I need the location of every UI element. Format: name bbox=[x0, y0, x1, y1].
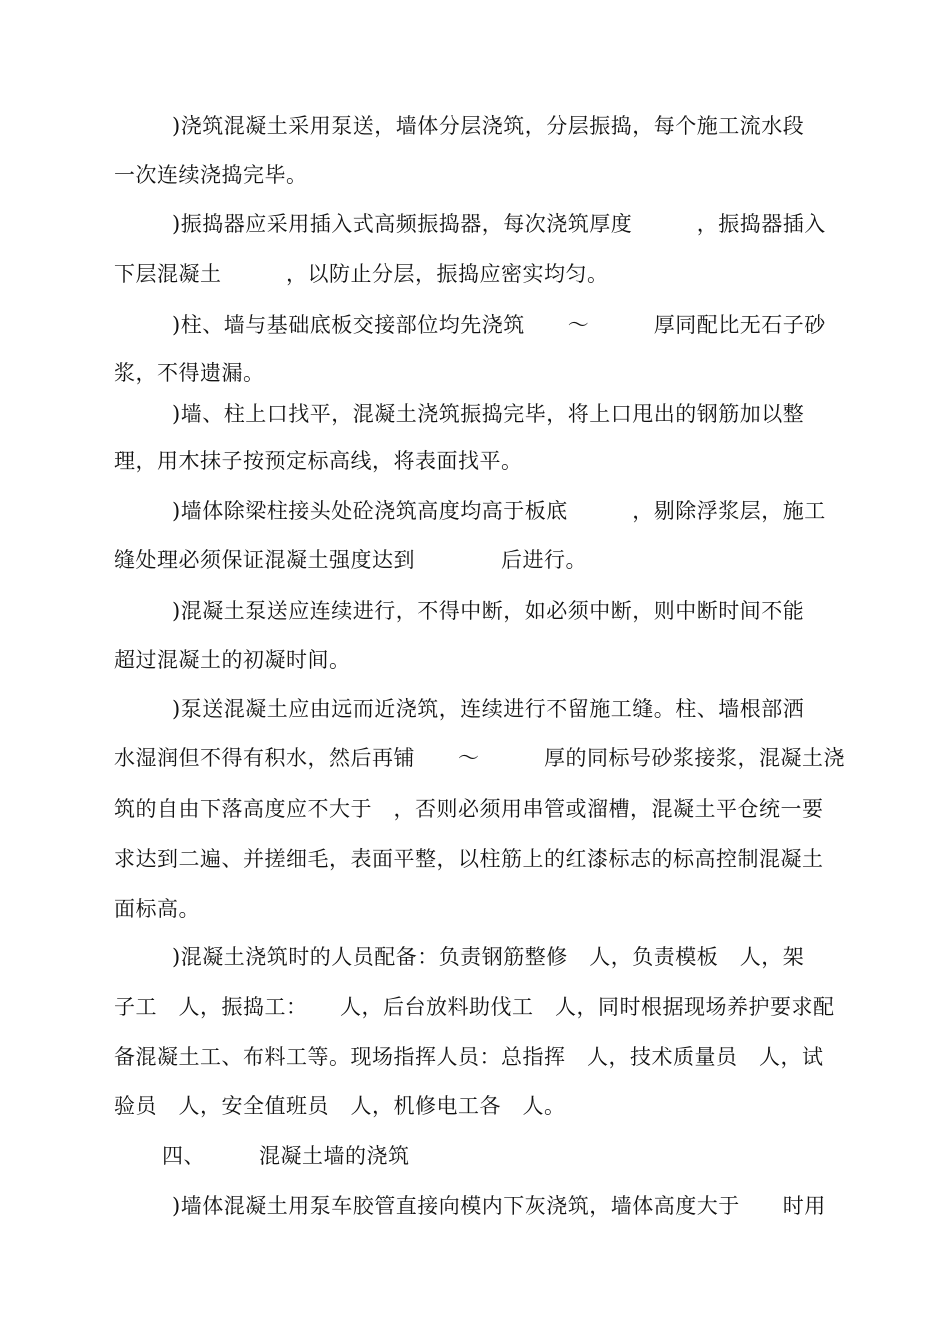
text-line: 验员 人，安全值班员 人，机修电工各 人。 bbox=[114, 1094, 566, 1118]
text-line: )柱、墙与基础底板交接部位均先浇筑 ～ 厚同配比无石子砂 bbox=[172, 313, 826, 337]
text-line: 下层混凝土 ，以防止分层，振捣应密实均匀。 bbox=[114, 262, 609, 286]
text-line: 面标高。 bbox=[114, 897, 200, 921]
text-line: )墙体混凝土用泵车胶管直接向模内下灰浇筑，墙体高度大于 时用 bbox=[172, 1194, 826, 1218]
text-line: 筑的自由下落高度应不大于 ，否则必须用串管或溜槽，混凝土平仓统一要 bbox=[114, 797, 824, 821]
text-line: 理，用木抹子按预定标高线，将表面找平。 bbox=[114, 449, 523, 473]
text-line: 超过混凝土的初凝时间。 bbox=[114, 648, 351, 672]
text-line: 求达到二遍、并搓细毛，表面平整，以柱筋上的红漆标志的标高控制混凝土 bbox=[114, 847, 824, 871]
text-line: 子工 人，振捣工： 人，后台放料助伐工 人，同时根据现场养护要求配 bbox=[114, 995, 835, 1019]
text-line: )混凝土泵送应连续进行，不得中断，如必须中断，则中断时间不能 bbox=[172, 599, 805, 623]
text-line: )墙体除梁柱接头处砼浇筑高度均高于板底 ，剔除浮浆层，施工 bbox=[172, 499, 826, 523]
text-line: )墙、柱上口找平，混凝土浇筑振捣完毕，将上口甩出的钢筋加以整 bbox=[172, 402, 805, 426]
text-line: 浆，不得遗漏。 bbox=[114, 361, 265, 385]
text-line: )泵送混凝土应由远而近浇筑，连续进行不留施工缝。柱、墙根部洒 bbox=[172, 697, 805, 721]
text-line: )浇筑混凝土采用泵送，墙体分层浇筑，分层振捣，每个施工流水段 bbox=[172, 114, 805, 138]
text-line: 备混凝土工、布料工等。现场指挥人员：总指挥 人，技术质量员 人，试 bbox=[114, 1045, 824, 1069]
text-line: )振捣器应采用插入式高频振捣器，每次浇筑厚度 ，振捣器插入 bbox=[172, 212, 826, 236]
text-line: )混凝土浇筑时的人员配备：负责钢筋整修 人，负责模板 人，架 bbox=[172, 945, 805, 969]
text-line: 一次连续浇捣完毕。 bbox=[114, 163, 308, 187]
text-line: 水湿润但不得有积水，然后再铺 ～ 厚的同标号砂浆接浆，混凝土浇 bbox=[114, 746, 845, 770]
text-line: 缝处理必须保证混凝土强度达到 后进行。 bbox=[114, 548, 587, 572]
section-heading: 四、 混凝土墙的浇筑 bbox=[162, 1144, 410, 1168]
